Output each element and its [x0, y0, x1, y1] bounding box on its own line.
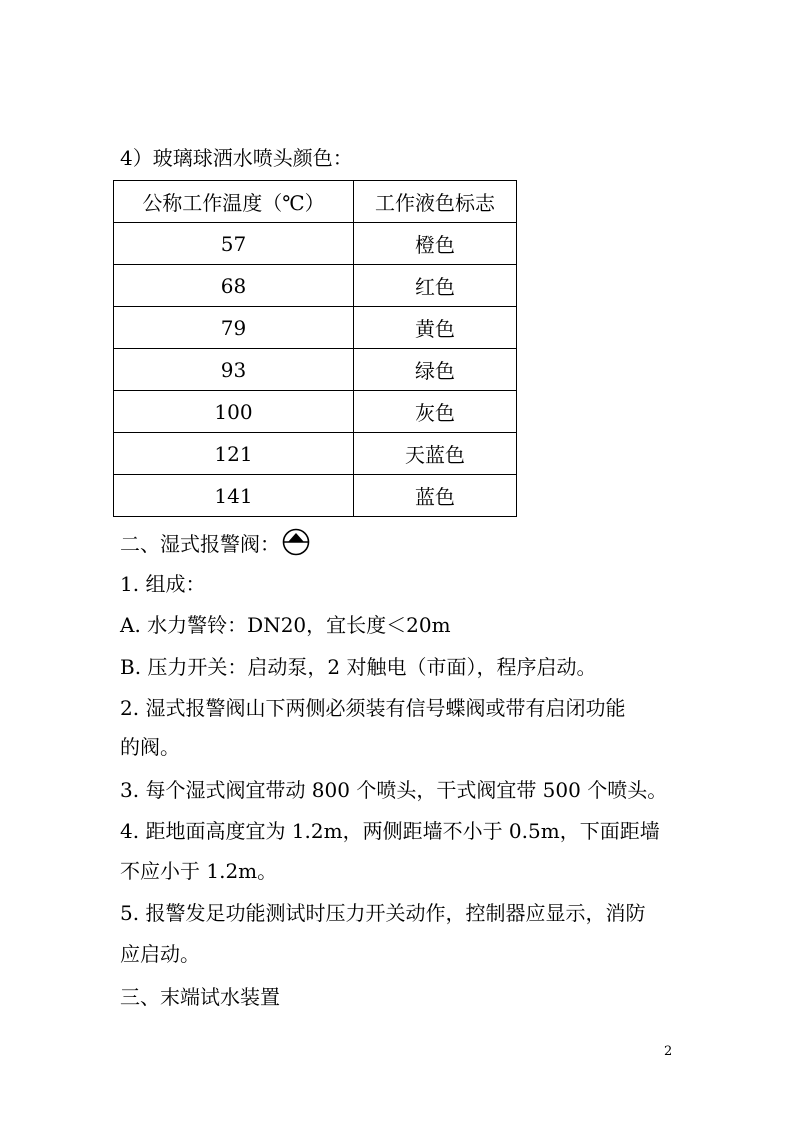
table-row — [114, 391, 517, 433]
column-header-temperature: 公称工作温度（℃） — [114, 181, 354, 223]
cell-color: 橙色 — [354, 223, 517, 265]
cell-temperature: 57 — [114, 223, 354, 265]
section-2-title: 二、湿式报警阀： — [120, 532, 280, 556]
table-row — [114, 307, 517, 349]
sprinkler-color-table — [113, 180, 517, 517]
item-5-line-2: 应启动。 — [120, 942, 200, 966]
section-2-heading — [120, 528, 310, 563]
cell-color: 黄色 — [354, 307, 517, 349]
cell-color: 天蓝色 — [354, 433, 517, 475]
page-number: 2 — [664, 1044, 673, 1059]
cell-temperature: 100 — [114, 391, 354, 433]
cell-temperature: 68 — [114, 265, 354, 307]
table-row — [114, 349, 517, 391]
cell-color: 绿色 — [354, 349, 517, 391]
item-4-line-1: 4. 距地面高度宜为 1.2m，两侧距墙不小于 0.5m，下面距墙 — [120, 819, 660, 843]
column-header-color: 工作液色标志 — [354, 181, 517, 223]
section-3-heading: 三、末端试水装置 — [120, 985, 280, 1009]
cell-temperature: 79 — [114, 307, 354, 349]
item-3: 3. 每个湿式阀宜带动 800 个喷头，干式阀宜带 500 个喷头。 — [120, 778, 668, 802]
table-row — [114, 433, 517, 475]
item-2-line-2: 的阀。 — [120, 735, 180, 759]
cell-temperature: 121 — [114, 433, 354, 475]
cell-color: 红色 — [354, 265, 517, 307]
cell-temperature: 93 — [114, 349, 354, 391]
glass-bulb-heading: 4）玻璃球洒水喷头颜色： — [120, 146, 353, 170]
table-row — [114, 223, 517, 265]
cell-temperature: 141 — [114, 475, 354, 517]
table-row — [114, 265, 517, 307]
cell-color: 灰色 — [354, 391, 517, 433]
wet-alarm-valve-symbol-icon — [282, 528, 310, 563]
cell-color: 蓝色 — [354, 475, 517, 517]
composition-item: 1. 组成： — [120, 572, 206, 596]
item-5-line-1: 5. 报警发足功能测试时压力开关动作，控制器应显示，消防 — [120, 901, 646, 925]
table-row — [114, 475, 517, 517]
item-a-water-gong: A. 水力警铃：DN20，宜长度＜20m — [120, 613, 451, 637]
item-b-pressure-switch: B. 压力开关：启动泵，2 对触电（市面），程序启动。 — [120, 655, 597, 679]
table-header-row — [114, 181, 517, 223]
item-4-line-2: 不应小于 1.2m。 — [120, 859, 278, 883]
item-2-line-1: 2. 湿式报警阀山下两侧必须装有信号蝶阀或带有启闭功能 — [120, 696, 626, 720]
